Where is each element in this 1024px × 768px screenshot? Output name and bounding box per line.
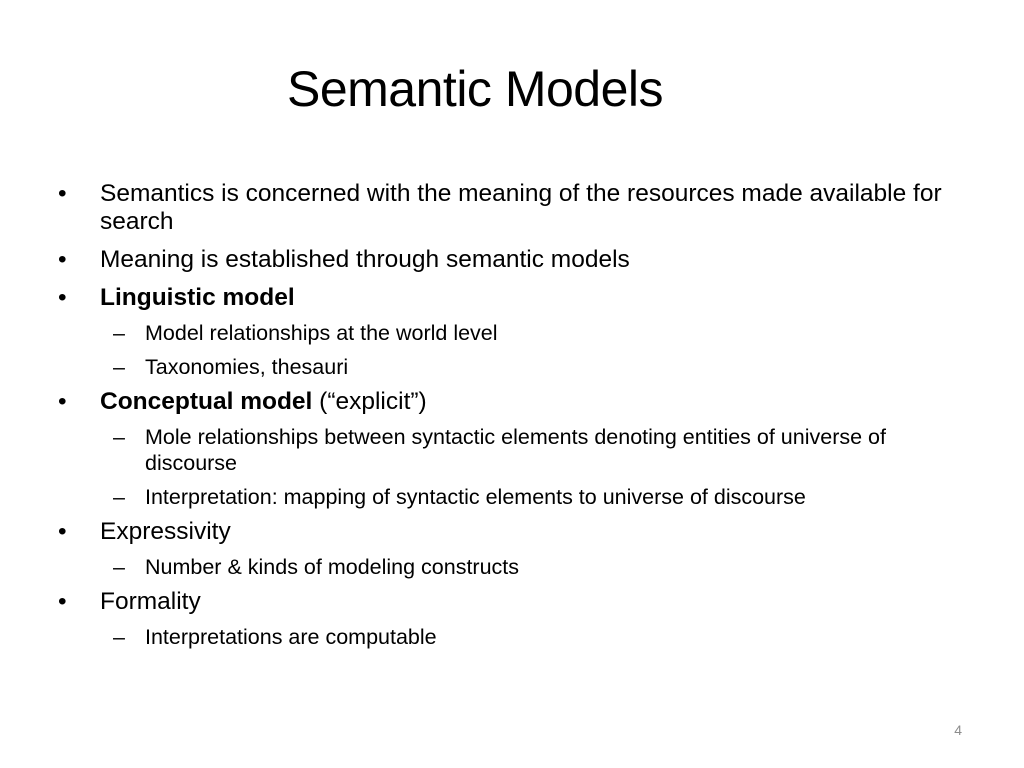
dash-icon: –: [113, 425, 125, 449]
dash-icon: –: [113, 555, 125, 579]
bullet-text: Formality: [100, 588, 201, 615]
bullet-text: Meaning is established through semantic models: [100, 246, 630, 273]
bullet-text: Semantics is concerned with the meaning of the resources made available for search: [100, 180, 942, 235]
sub-bullet-text: Taxonomies, thesauri: [145, 355, 349, 379]
dash-icon: –: [113, 625, 125, 649]
bullet-icon: •: [58, 388, 67, 415]
dash-icon: –: [113, 355, 125, 379]
page-number: 4: [954, 722, 962, 738]
sub-bullet-text: Interpretations are computable: [145, 625, 437, 649]
bullet-list: [58, 180, 978, 658]
bullet-item: [58, 388, 978, 416]
bullet-text-suffix: (“explicit”): [312, 388, 427, 415]
bullet-text: Expressivity: [100, 518, 231, 545]
sub-bullet-item: [58, 624, 978, 650]
sub-bullet-item: [58, 424, 978, 476]
sub-bullet-item: [58, 554, 978, 580]
bullet-item: [58, 518, 978, 546]
sub-bullet-item: [58, 484, 978, 510]
dash-icon: –: [113, 485, 125, 509]
bullet-text-bold: Linguistic model: [100, 284, 295, 311]
bullet-item: [58, 588, 978, 616]
bullet-item: [58, 284, 978, 312]
bullet-icon: •: [58, 284, 67, 311]
bullet-item: [58, 246, 978, 274]
bullet-icon: •: [58, 180, 67, 207]
sub-bullet-item: [58, 354, 978, 380]
bullet-text-bold: Conceptual model: [100, 388, 313, 415]
bullet-icon: •: [58, 588, 67, 615]
bullet-icon: •: [58, 246, 67, 273]
bullet-item: [58, 180, 978, 236]
dash-icon: –: [113, 321, 125, 345]
slide-title: Semantic Models: [287, 61, 663, 117]
bullet-icon: •: [58, 518, 67, 545]
sub-bullet-item: [58, 320, 978, 346]
sub-bullet-text: Model relationships at the world level: [145, 321, 498, 345]
sub-bullet-text: Number & kinds of modeling constructs: [145, 555, 520, 579]
sub-bullet-text: Mole relationships between syntactic elements denoting entities of universe of discourse: [145, 425, 886, 475]
sub-bullet-text: Interpretation: mapping of syntactic elements to universe of discourse: [145, 485, 806, 509]
